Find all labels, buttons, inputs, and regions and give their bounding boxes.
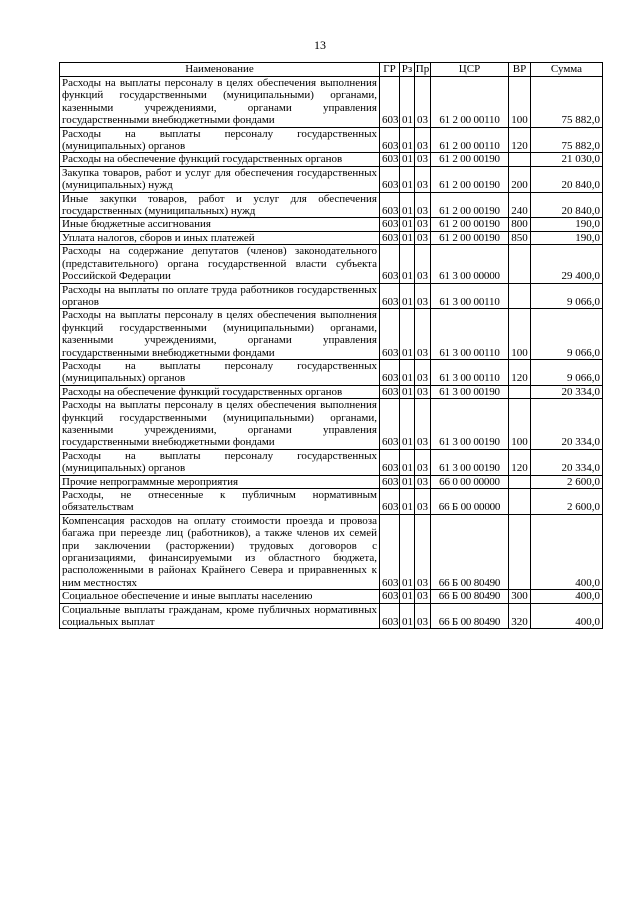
table-row <box>60 514 603 589</box>
header-csr: ЦСР <box>431 63 509 77</box>
cell-sum: 75 882,0 <box>531 77 603 128</box>
cell-csr: 61 2 00 00190 <box>431 153 509 166</box>
cell-pr: 03 <box>415 475 431 488</box>
cell-vr: 850 <box>509 231 531 244</box>
header-vr: ВР <box>509 63 531 77</box>
cell-rz: 01 <box>400 359 415 385</box>
cell-vr <box>509 489 531 515</box>
cell-name: Расходы на содержание депутатов (членов) законодательного (представительного) органа государственной власти субъекта Российской Федерации <box>60 245 380 283</box>
cell-pr: 03 <box>415 77 431 128</box>
table-row <box>60 166 603 192</box>
cell-pr: 03 <box>415 359 431 385</box>
cell-name: Расходы на выплаты персоналу государственных (муниципальных) органов <box>60 449 380 475</box>
page-number: 13 <box>314 38 326 52</box>
header-gr: ГР <box>380 63 400 77</box>
cell-vr: 120 <box>509 359 531 385</box>
table-row <box>60 153 603 166</box>
cell-sum: 20 334,0 <box>531 449 603 475</box>
cell-name: Иные бюджетные ассигнования <box>60 218 380 231</box>
cell-sum: 190,0 <box>531 218 603 231</box>
cell-gr: 603 <box>380 192 400 218</box>
table-row <box>60 399 603 450</box>
cell-csr: 61 3 00 00190 <box>431 385 509 398</box>
cell-name: Закупка товаров, работ и услуг для обеспечения государственных (муниципальных) нужд <box>60 166 380 192</box>
cell-sum: 2 600,0 <box>531 475 603 488</box>
cell-gr: 603 <box>380 475 400 488</box>
table-row <box>60 359 603 385</box>
cell-sum: 9 066,0 <box>531 309 603 360</box>
cell-pr: 03 <box>415 127 431 153</box>
cell-gr: 603 <box>380 590 400 603</box>
cell-pr: 03 <box>415 231 431 244</box>
cell-rz: 01 <box>400 245 415 283</box>
cell-gr: 603 <box>380 153 400 166</box>
cell-csr: 61 3 00 00110 <box>431 359 509 385</box>
cell-vr: 120 <box>509 449 531 475</box>
cell-name: Расходы на выплаты персоналу в целях обеспечения выполнения функций государственными (муниципальными) органами, казенными учреждениями, органами управления государственными внебюджетными фондами <box>60 309 380 360</box>
cell-pr: 03 <box>415 489 431 515</box>
cell-name: Расходы на обеспечение функций государственных органов <box>60 153 380 166</box>
cell-pr: 03 <box>415 245 431 283</box>
cell-csr: 61 3 00 00190 <box>431 399 509 450</box>
cell-vr <box>509 385 531 398</box>
cell-rz: 01 <box>400 475 415 488</box>
cell-sum: 20 334,0 <box>531 385 603 398</box>
cell-pr: 03 <box>415 218 431 231</box>
cell-sum: 400,0 <box>531 514 603 589</box>
table-row <box>60 283 603 309</box>
cell-pr: 03 <box>415 385 431 398</box>
table-row <box>60 590 603 603</box>
cell-name: Прочие непрограммные мероприятия <box>60 475 380 488</box>
cell-sum: 21 030,0 <box>531 153 603 166</box>
header-name: Наименование <box>60 63 380 77</box>
table-row <box>60 449 603 475</box>
cell-csr: 61 2 00 00190 <box>431 166 509 192</box>
table-row <box>60 127 603 153</box>
cell-rz: 01 <box>400 231 415 244</box>
cell-gr: 603 <box>380 166 400 192</box>
cell-rz: 01 <box>400 514 415 589</box>
cell-pr: 03 <box>415 309 431 360</box>
cell-rz: 01 <box>400 192 415 218</box>
cell-gr: 603 <box>380 77 400 128</box>
cell-vr <box>509 245 531 283</box>
cell-gr: 603 <box>380 127 400 153</box>
header-pr: Пр <box>415 63 430 76</box>
table-row <box>60 475 603 488</box>
cell-sum: 20 334,0 <box>531 399 603 450</box>
cell-name: Расходы на выплаты персоналу государственных (муниципальных) органов <box>60 359 380 385</box>
cell-rz: 01 <box>400 489 415 515</box>
cell-rz: 01 <box>400 399 415 450</box>
cell-sum: 190,0 <box>531 231 603 244</box>
cell-gr: 603 <box>380 359 400 385</box>
table-body <box>60 77 603 629</box>
cell-csr: 66 Б 00 80490 <box>431 590 509 603</box>
table-row <box>60 245 603 283</box>
cell-gr: 603 <box>380 449 400 475</box>
cell-pr: 03 <box>415 192 431 218</box>
cell-sum: 9 066,0 <box>531 283 603 309</box>
cell-name: Расходы на выплаты по оплате труда работников государственных органов <box>60 283 380 309</box>
cell-rz: 01 <box>400 166 415 192</box>
cell-rz: 01 <box>400 218 415 231</box>
cell-name: Социальные выплаты гражданам, кроме публичных нормативных социальных выплат <box>60 603 380 629</box>
table-row <box>60 77 603 128</box>
cell-pr: 03 <box>415 283 431 309</box>
cell-csr: 66 Б 00 80490 <box>431 603 509 629</box>
cell-name: Социальное обеспечение и иные выплаты населению <box>60 590 380 603</box>
cell-vr <box>509 514 531 589</box>
cell-vr: 200 <box>509 166 531 192</box>
cell-gr: 603 <box>380 399 400 450</box>
header-sum: Сумма <box>531 63 603 77</box>
cell-pr: 03 <box>415 603 431 629</box>
cell-vr: 240 <box>509 192 531 218</box>
cell-sum: 9 066,0 <box>531 359 603 385</box>
cell-pr: 03 <box>415 514 431 589</box>
cell-vr: 100 <box>509 399 531 450</box>
cell-csr: 66 0 00 00000 <box>431 475 509 488</box>
cell-sum: 20 840,0 <box>531 192 603 218</box>
cell-gr: 603 <box>380 245 400 283</box>
cell-name: Расходы на выплаты персоналу в целях обеспечения выполнения функций государственными (муниципальными) органами, казенными учреждениями, органами управления государственными внебюджетными фондами <box>60 77 380 128</box>
cell-csr: 61 3 00 00190 <box>431 449 509 475</box>
cell-rz: 01 <box>400 449 415 475</box>
cell-pr: 03 <box>415 399 431 450</box>
cell-gr: 603 <box>380 385 400 398</box>
cell-vr: 120 <box>509 127 531 153</box>
budget-table <box>59 62 603 629</box>
cell-vr: 100 <box>509 77 531 128</box>
table-row <box>60 218 603 231</box>
table-row <box>60 603 603 629</box>
cell-sum: 29 400,0 <box>531 245 603 283</box>
cell-rz: 01 <box>400 77 415 128</box>
header-rz: Рз <box>400 63 415 77</box>
cell-gr: 603 <box>380 514 400 589</box>
cell-name: Иные закупки товаров, работ и услуг для обеспечения государственных (муниципальных) нужд <box>60 192 380 218</box>
cell-name: Уплата налогов, сборов и иных платежей <box>60 231 380 244</box>
cell-sum: 20 840,0 <box>531 166 603 192</box>
cell-gr: 603 <box>380 283 400 309</box>
cell-csr: 61 3 00 00110 <box>431 309 509 360</box>
cell-rz: 01 <box>400 590 415 603</box>
table-row <box>60 385 603 398</box>
cell-pr: 03 <box>415 449 431 475</box>
cell-gr: 603 <box>380 231 400 244</box>
cell-vr: 100 <box>509 309 531 360</box>
cell-csr: 61 3 00 00110 <box>431 283 509 309</box>
cell-pr: 03 <box>415 590 431 603</box>
cell-vr: 300 <box>509 590 531 603</box>
cell-rz: 01 <box>400 153 415 166</box>
cell-name: Расходы, не отнесенные к публичным нормативным обязательствам <box>60 489 380 515</box>
cell-csr: 61 2 00 00190 <box>431 231 509 244</box>
cell-csr: 61 2 00 00110 <box>431 77 509 128</box>
cell-sum: 2 600,0 <box>531 489 603 515</box>
cell-name: Расходы на выплаты персоналу государственных (муниципальных) органов <box>60 127 380 153</box>
cell-csr: 66 Б 00 00000 <box>431 489 509 515</box>
cell-gr: 603 <box>380 603 400 629</box>
cell-gr: 603 <box>380 218 400 231</box>
cell-csr: 61 2 00 00110 <box>431 127 509 153</box>
cell-vr <box>509 475 531 488</box>
cell-gr: 603 <box>380 489 400 515</box>
cell-csr: 61 2 00 00190 <box>431 218 509 231</box>
cell-rz: 01 <box>400 385 415 398</box>
cell-csr: 61 2 00 00190 <box>431 192 509 218</box>
cell-sum: 400,0 <box>531 603 603 629</box>
cell-name: Компенсация расходов на оплату стоимости проезда и провоза багажа при переезде лиц (работников), а также членов их семей при заключении (расторжении) трудовых договоров с организациями, финансируемыми из областного бюджета, расположенными в районах Крайнего Севера и приравненных к ним местностях <box>60 514 380 589</box>
cell-csr: 61 3 00 00000 <box>431 245 509 283</box>
cell-rz: 01 <box>400 127 415 153</box>
cell-sum: 75 882,0 <box>531 127 603 153</box>
cell-pr: 03 <box>415 153 431 166</box>
cell-name: Расходы на выплаты персоналу в целях обеспечения выполнения функций государственными (муниципальными) органами, казенными учреждениями, органами управления государственными внебюджетными фондами <box>60 399 380 450</box>
cell-pr: 03 <box>415 166 431 192</box>
cell-sum: 400,0 <box>531 590 603 603</box>
cell-rz: 01 <box>400 603 415 629</box>
table-row <box>60 489 603 515</box>
cell-rz: 01 <box>400 309 415 360</box>
table-row <box>60 231 603 244</box>
cell-vr <box>509 283 531 309</box>
table-header-row <box>60 63 603 77</box>
cell-gr: 603 <box>380 309 400 360</box>
cell-vr: 320 <box>509 603 531 629</box>
cell-rz: 01 <box>400 283 415 309</box>
cell-vr <box>509 153 531 166</box>
table-row <box>60 309 603 360</box>
table-row <box>60 192 603 218</box>
cell-vr: 800 <box>509 218 531 231</box>
cell-csr: 66 Б 00 80490 <box>431 514 509 589</box>
cell-name: Расходы на обеспечение функций государственных органов <box>60 385 380 398</box>
